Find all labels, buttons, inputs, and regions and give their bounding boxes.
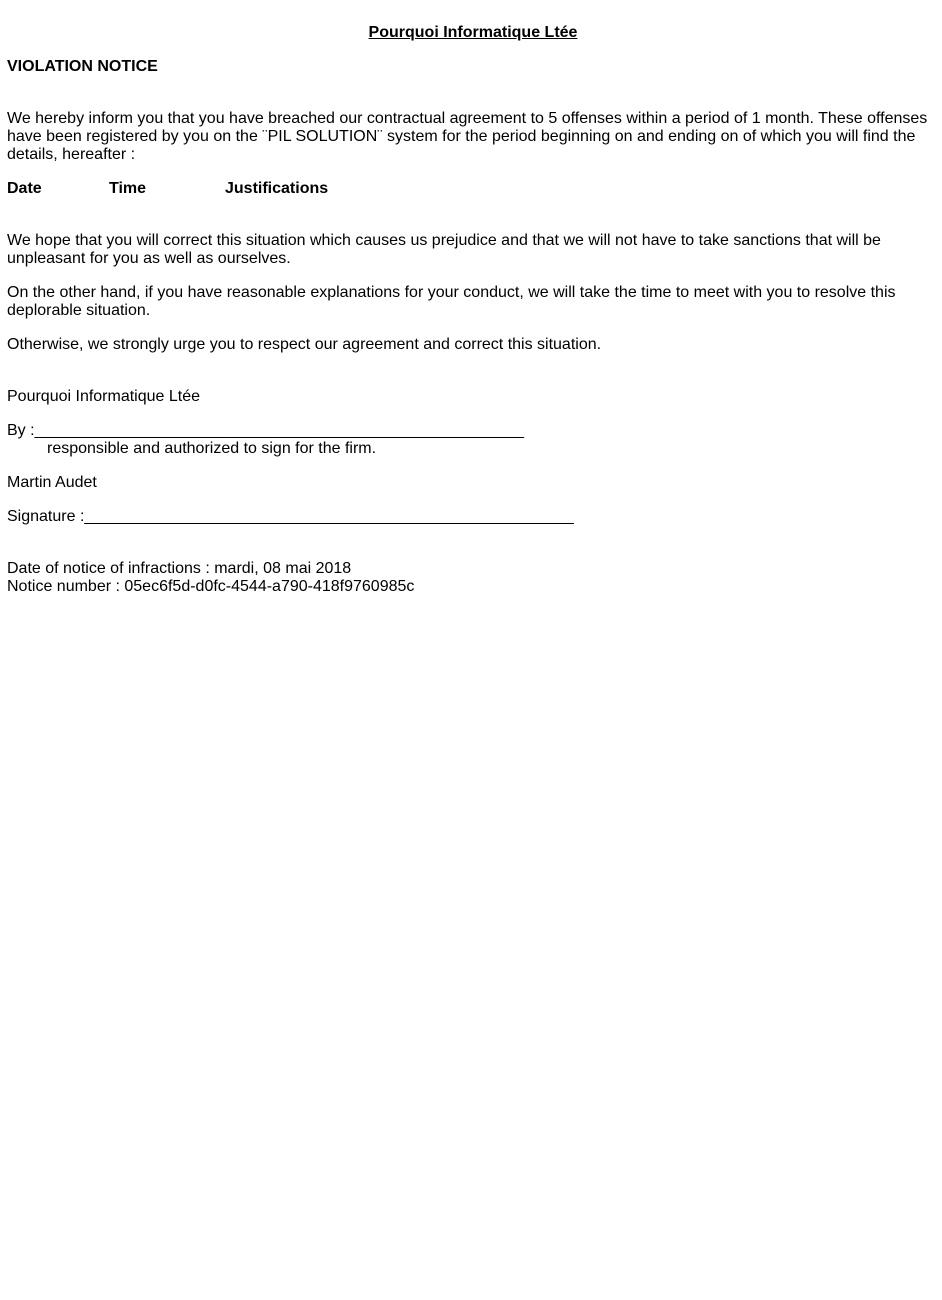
justifications-column-header: Justifications — [225, 180, 329, 197]
signing-company: Pourquoi Informatique Ltée — [7, 388, 201, 405]
notice-number: Notice number : 05ec6f5d-d0fc-4544-a790-418f9760985c — [7, 578, 415, 595]
date-column-header: Date — [7, 180, 42, 197]
otherwise-paragraph: Otherwise, we strongly urge you to respect our agreement and correct this situation. — [7, 336, 602, 353]
notice-date: Date of notice of infractions : mardi, 08 mai 2018 — [7, 560, 352, 577]
notice-heading: VIOLATION NOTICE — [7, 58, 158, 75]
signer-name: Martin Audet — [7, 474, 97, 491]
other-hand-paragraph: On the other hand, if you have reasonable explanations for your conduct, we will take the time to meet with you to resolve this deplorable situation. — [7, 284, 896, 319]
time-column-header: Time — [109, 180, 147, 197]
hope-paragraph: We hope that you will correct this situation which causes us prejudice and that we will not have to take sanctions that will be unpleasant for you as well as ourselves. — [7, 232, 881, 267]
company-title: Pourquoi Informatique Ltée — [368, 24, 578, 41]
signature-line: Signature :_______________________________________________________ — [7, 508, 574, 525]
intro-paragraph: We hereby inform you that you have breached our contractual agreement to 5 offenses within a period of 1 month. These offenses have been registered by you on the ¨PIL SOLUTION¨ system for the period beginning on and ending on of which you will find the details, hereafter : — [7, 110, 928, 163]
signatory-role-text: responsible and authorized to sign for the firm. — [47, 440, 377, 457]
by-signature-line: By :_______________________________________________________ — [7, 422, 524, 439]
